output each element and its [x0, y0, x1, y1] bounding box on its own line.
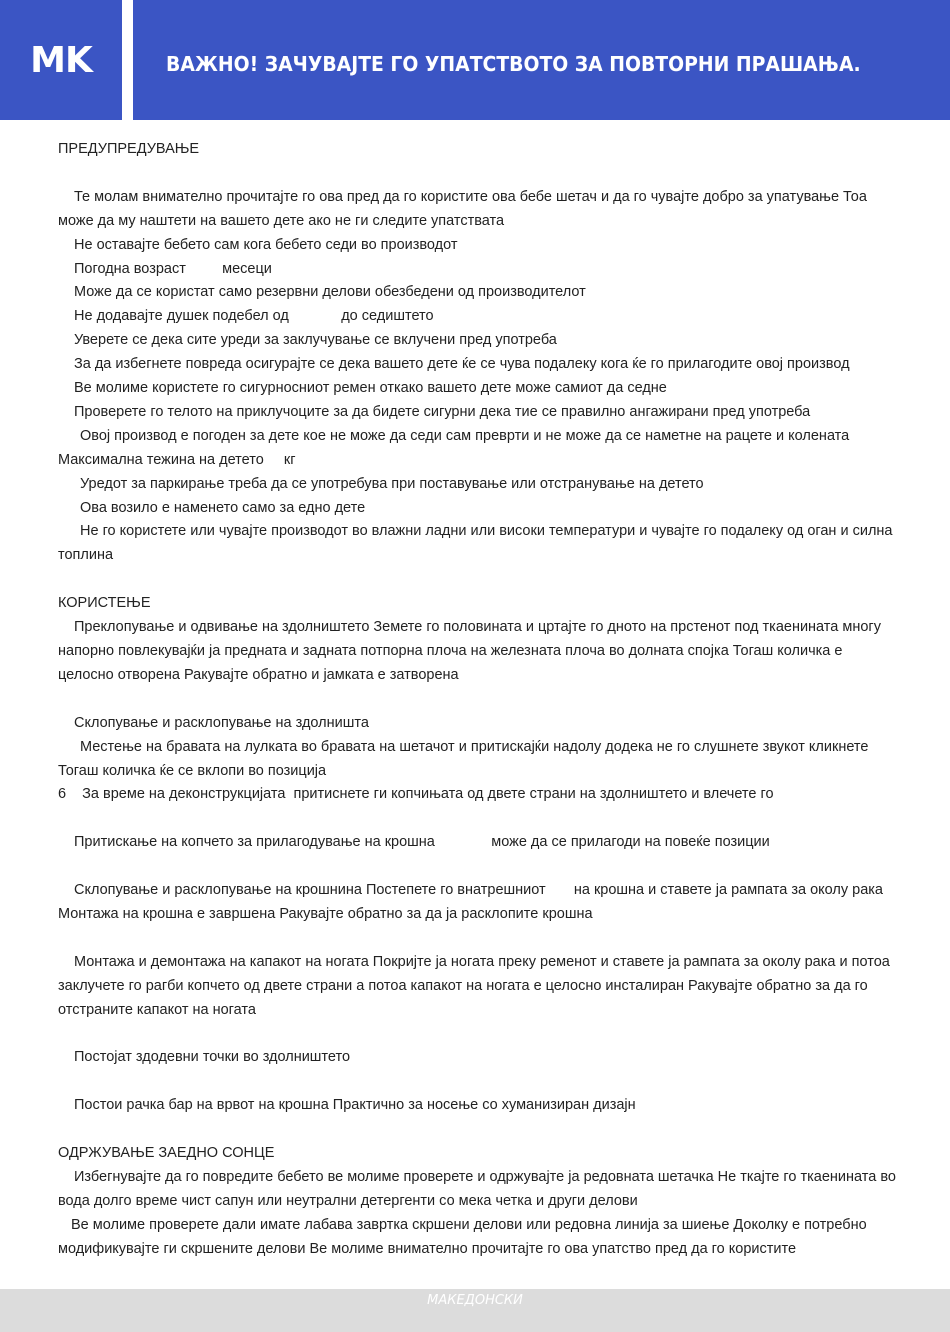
- usage-line: Монтажа и демонтажа на капакот на ногата Покријте ја ногата преку ременот и ставете ја рампата за околу рака и потоа: [74, 953, 890, 970]
- language-code-badge: MK: [30, 39, 92, 81]
- maintenance-heading: ОДРЖУВАЊЕ ЗАЕДНО СОНЦЕ: [58, 1144, 275, 1161]
- maintenance-line: модификувајте ги скршените делови Ве молиме внимателно прочитајте го ова упатство пред да го користите: [58, 1240, 797, 1257]
- warning-line: може да му наштети на вашето дете ако не ги следите упатствата: [58, 212, 505, 229]
- usage-heading: КОРИСТЕЊЕ: [58, 595, 151, 612]
- usage-line: Склопување и расклопување на здолништа: [74, 714, 369, 731]
- warning-line: Не оставајте бебето сам кога бебето седи во производот: [74, 236, 458, 253]
- spacer: [58, 1118, 900, 1142]
- spacer: [58, 855, 900, 879]
- warning-line: Проверете го телото на приклучоците за да бидете сигурни дека тие се правилно ангажирани пред употреба: [74, 403, 811, 420]
- usage-line: целосно отворена Ракувајте обратно и јамката е затворена: [58, 666, 459, 683]
- usage-line: Монтажа на крошна е завршена Ракувајте обратно за да ја расклопите крошна: [58, 905, 593, 922]
- warning-line: Ве молиме користете го сигурносниот ремен откако вашето дете може самиот да седне: [74, 380, 667, 397]
- spacer: [58, 1070, 900, 1094]
- spacer: [58, 807, 900, 831]
- usage-line: Местење на бравата на лулката во бравата на шетачот и притискајќи надолу додека не го слушнете звукот кликнете: [80, 738, 869, 755]
- warning-line: Те молам внимателно прочитајте го ова пред да го користите ова бебе шетач и да го чувајте добро за упатување Тоа: [74, 188, 867, 205]
- usage-line: напорно повлекувајќи ја предната и задната потпорна плоча на железната плоча во долната спојка Тогаш количка е: [58, 643, 843, 659]
- warning-line: топлина: [58, 547, 114, 564]
- warning-line: Уверете се дека сите уреди за заклучување се вклучени пред употреба: [74, 332, 557, 349]
- spacer: [58, 688, 900, 712]
- spacer: [58, 927, 900, 951]
- usage-line: Склопување и расклопување на крошнина Постепете го внатрешниот на крошна и ставете ја рампата за околу рака: [74, 882, 883, 899]
- manual-body: [58, 138, 900, 1261]
- usage-line: Постои рачка бар на врвот на крошна Практично за носење со хуманизиран дизајн: [74, 1097, 636, 1114]
- warning-line: Погодна возраст месеци: [74, 260, 272, 277]
- warning-line: Ова возило е наменето само за едно дете: [80, 499, 366, 516]
- usage-line: Тогаш количка ќе се вклопи во позиција: [58, 762, 327, 779]
- spacer: [58, 162, 900, 186]
- usage-line: заклучете го рагби копчето од двете страни а потоа капакот на ногата е целосно инсталиран Ракувајте обратно за да го: [58, 977, 868, 994]
- usage-line: Постојат здодевни точки во здолништето: [74, 1049, 351, 1066]
- header-title: ВАЖНО! ЗАЧУВАЈТЕ ГО УПАТСТВОТО ЗА ПОВТОРНИ ПРАШАЊА.: [166, 52, 861, 76]
- footer-language-label: МАКЕДОНСКИ: [427, 1293, 523, 1308]
- warning-line: Уредот за паркирање треба да се употребува при поставување или отстранување на детето: [80, 475, 704, 492]
- warning-line: Не го користете или чувајте производот во влажни ладни или високи температури и чувајте го подалеку од оган и силна: [80, 523, 893, 540]
- spacer: [58, 568, 900, 592]
- warning-heading: ПРЕДУПРЕДУВАЊЕ: [58, 141, 200, 157]
- warning-line: Овој производ е погоден за дете кое не може да седи сам преврти и не може да се наметне на рацете и колената: [80, 427, 850, 444]
- usage-line: Притискање на копчето за прилагодување на крошна може да се прилагоди на повеќе позиции: [74, 834, 770, 851]
- warning-line: Не додавајте душек подебел од до седиштето: [74, 308, 434, 325]
- maintenance-line: Ве молиме проверете дали имате лабава завртка скршени делови или редовна линија за шиење Доколку е потребно: [71, 1216, 867, 1233]
- usage-line: отстраните капакот на ногата: [58, 1001, 256, 1018]
- maintenance-line: Избегнувајте да го повредите бебето ве молиме проверете и одржувајте ја редовната шетачка Не ткајте го ткаенината во: [74, 1168, 896, 1185]
- warning-line: За да избегнете повреда осигурајте се дека вашето дете ќе се чува подалеку кога ќе го прилагодите овој производ: [74, 356, 850, 373]
- maintenance-line: вода долго време чист сапун или неутрални детергенти со мека четка и други делови: [58, 1192, 638, 1209]
- spacer: [58, 1022, 900, 1046]
- warning-line: Максимална тежина на детето кг: [58, 451, 296, 468]
- usage-line: 6 За време на деконструкцијата притиснете ги копчињата од двете страни на здолништето и влечете го: [58, 786, 774, 803]
- usage-line: Преклопување и одвивање на здолништето Земете го половината и цртајте го дното на прстенот под ткаенината многу: [74, 619, 881, 636]
- warning-line: Може да се користат само резервни делови обезбедени од производителот: [74, 284, 586, 301]
